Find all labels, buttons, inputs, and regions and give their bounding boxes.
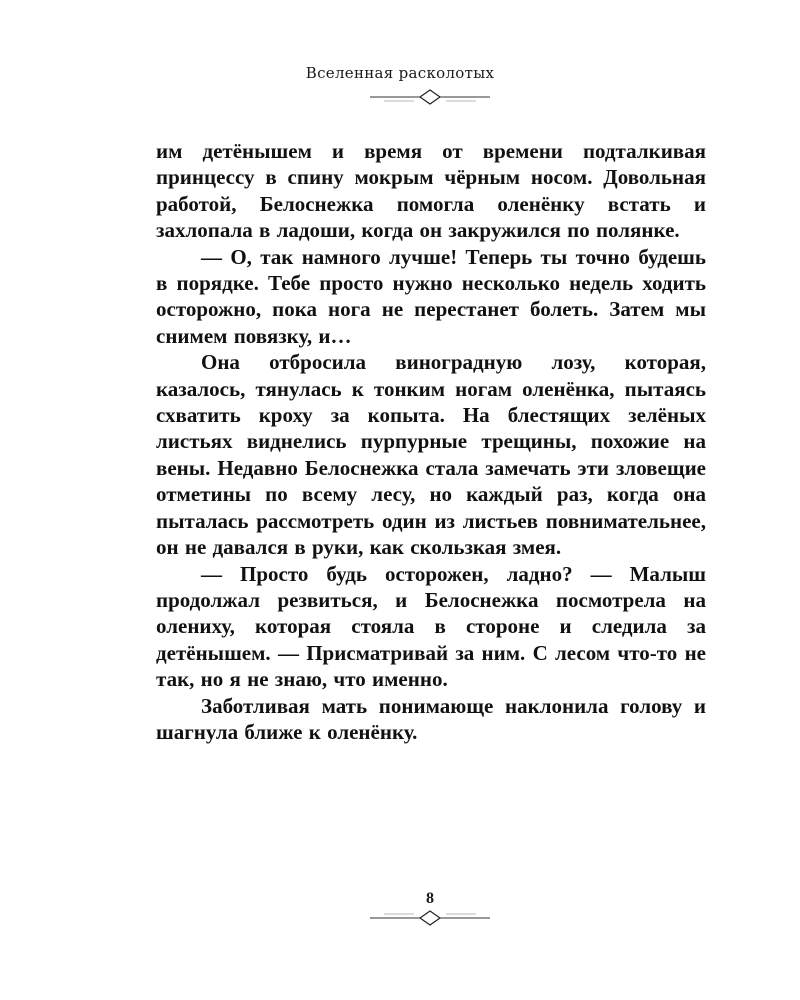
page-number: 8 xyxy=(426,890,434,907)
running-header: Вселенная расколотых xyxy=(305,64,495,82)
paragraph-5: Заботливая мать понимающе наклонила голову и шагнула ближе к оленёнку. xyxy=(156,693,706,744)
body-text xyxy=(156,138,706,745)
paragraph-2: — О, так намного лучше! Теперь ты точно будешь в порядке. Тебе просто нужно несколько недель ходить осторожно, пока нога не перестанет болеть. Затем мы снимем повязку, и… xyxy=(156,244,706,348)
paragraph-1: им детёнышем и время от времени подталкивая принцессу в спину мокрым чёрным носом. Довольная работой, Белоснежка помогла оленёнку встать и захлопала в ладоши, когда он закружился по полянке. xyxy=(156,139,706,243)
header-ornament-icon xyxy=(370,89,490,105)
paragraph-4: — Просто будь осторожен, ладно? — Малыш продолжал резвиться, и Белоснежка посмотрела на олениху, которая стояла в стороне и следила за детёнышем. — Присматривай за ним. С лесом что-то не так, но я не знаю, что именно. xyxy=(156,561,706,692)
footer-ornament-icon xyxy=(370,910,490,926)
paragraph-3: Она отбросила виноградную лозу, которая, казалось, тянулась к тонким ногам оленёнка, пытаясь схватить кроху за копыта. На блестящих зелёных листьях виднелись пурпурные трещины, похожие на вены. Недавно Белоснежка стала замечать эти зловещие отметины по всему лесу, но каждый раз, когда она пыталась рассмотреть один из листьев повнимательнее, он не давался в руки, как скользкая змея. xyxy=(156,350,706,560)
